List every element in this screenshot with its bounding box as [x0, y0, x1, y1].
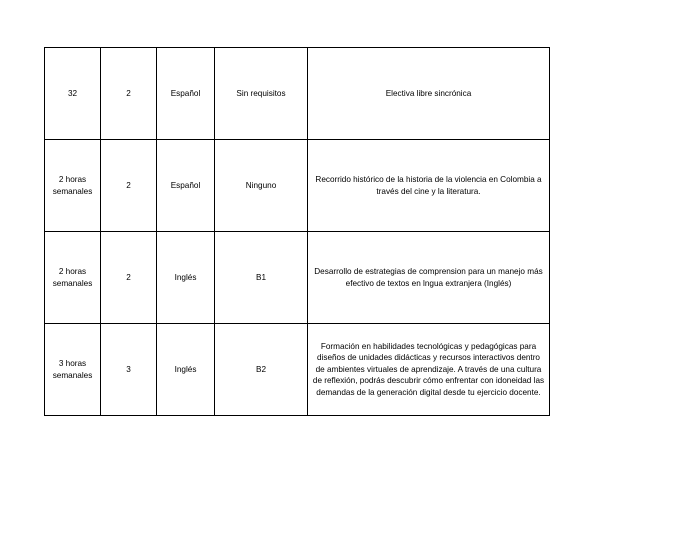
description-cell: Desarrollo de estrategias de comprension para un manejo más efectivo de textos en lngua extranjera (Inglés): [308, 232, 550, 324]
description-cell: Recorrido histórico de la historia de la violencia en Colombia a través del cine y la literatura.: [308, 140, 550, 232]
table-row: [45, 324, 550, 416]
language-cell: Español: [157, 48, 215, 140]
credits-cell: 3: [101, 324, 157, 416]
description-cell: Formación en habilidades tecnológicas y pedagógicas para diseños de unidades didácticas y recursos interactivos dentro de ambientes virtuales de aprendizaje. A través de una cultura de reflexión, podrás descubrir cómo enfrentar con idoneidad las demandas de la generación digital desde tu ejercicio docente.: [308, 324, 550, 416]
description-cell: Electiva libre sincrónica: [308, 48, 550, 140]
table-row: [45, 232, 550, 324]
requirements-cell: B2: [215, 324, 308, 416]
language-cell: Español: [157, 140, 215, 232]
credits-cell: 2: [101, 140, 157, 232]
course-table: [44, 47, 550, 416]
language-cell: Inglés: [157, 324, 215, 416]
requirements-cell: Ninguno: [215, 140, 308, 232]
hours-cell: 2 horas semanales: [45, 232, 101, 324]
table-row: [45, 140, 550, 232]
credits-cell: 2: [101, 48, 157, 140]
requirements-cell: Sin requisitos: [215, 48, 308, 140]
hours-cell: 2 horas semanales: [45, 140, 101, 232]
table-row: [45, 48, 550, 140]
credits-cell: 2: [101, 232, 157, 324]
hours-cell: 32: [45, 48, 101, 140]
language-cell: Inglés: [157, 232, 215, 324]
hours-cell: 3 horas semanales: [45, 324, 101, 416]
requirements-cell: B1: [215, 232, 308, 324]
